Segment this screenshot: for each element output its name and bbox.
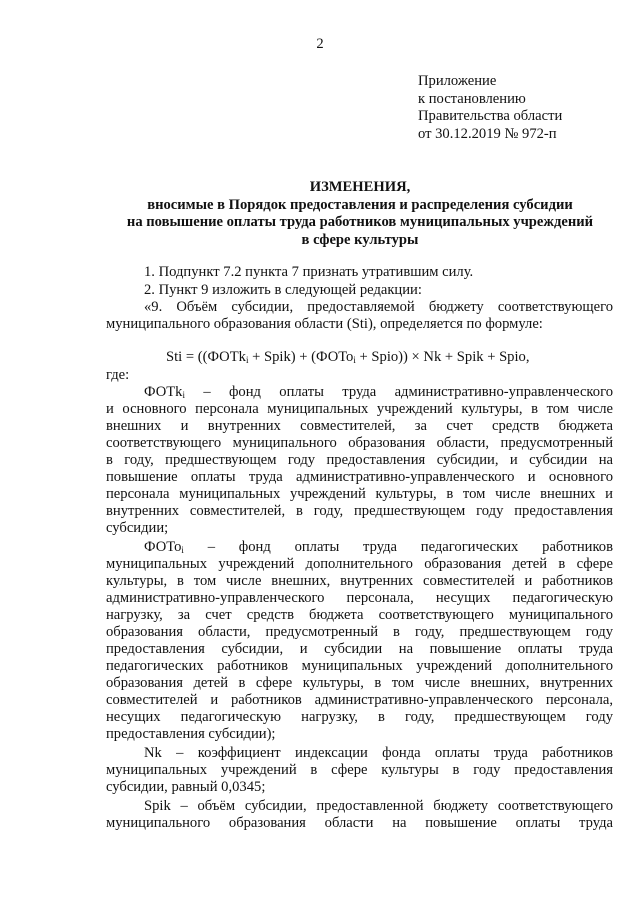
paragraph-line: внешних и внутренних совместителей, за счет средств бюджета xyxy=(106,418,613,434)
paragraph-line xyxy=(106,384,613,401)
paragraph-line: административно-управленческого персонала, несущих педагогическую xyxy=(106,590,613,606)
term-fotk: ФОТk xyxy=(144,384,183,400)
paragraph-line: соответствующего муниципального образования области, предусмотренный xyxy=(106,435,613,451)
paragraph-line: персонала муниципальных учреждений культуры, в том числе внешних и xyxy=(106,486,613,502)
paragraph-line: 1. Подпункт 7.2 пункта 7 признать утратившим силу. xyxy=(144,264,474,280)
paragraph-line: образования области, предусмотренный в году, предшествующем году xyxy=(106,624,613,640)
paragraph-line: муниципальных учреждений в сфере культуры в году предоставления xyxy=(106,762,613,778)
formula-part: + Spik) + (ФОТо xyxy=(248,349,354,365)
paragraph-line: Nk – коэффициент индексации фонда оплаты труда работников xyxy=(144,745,613,761)
appendix-line: к постановлению xyxy=(418,90,526,107)
paragraph-line: предоставления субсидии, и субсидии на повышение оплаты труда xyxy=(106,641,613,657)
paragraph-line: в году, предшествующем году предоставления субсидии, и субсидии на xyxy=(106,452,613,468)
title-line: вносимые в Порядок предоставления и распределения субсидии xyxy=(147,196,573,213)
term-foto: ФОТо xyxy=(144,539,182,555)
paragraph-line: образования детей в сфере культуры, в том числе внешних, внутренних xyxy=(106,675,613,691)
paragraph-line: внутренних совместителей, в году, предшествующем году предоставления xyxy=(106,503,613,519)
formula-part: + Spio)) × Nk + Spik + Spio, xyxy=(355,349,530,365)
paragraph-line: и основного персонала муниципальных учреждений культуры, в том числе xyxy=(106,401,613,417)
term-definition: – фонд оплаты труда административно-управленческого xyxy=(184,384,613,400)
formula-subscript: i xyxy=(353,355,356,365)
document-title xyxy=(100,179,620,249)
paragraph-line: предоставления субсидии); xyxy=(106,726,276,742)
paragraph-line: культуры, в том числе внешних, внутренних совместителей и работников xyxy=(106,573,613,589)
formula-subscript: i xyxy=(245,355,249,365)
term-subscript: i xyxy=(181,545,184,555)
paragraph-line: повышение оплаты труда административно-управленческого и основного xyxy=(106,469,613,485)
paragraph-line: «9. Объём субсидии, предоставляемой бюджету соответствующего xyxy=(144,299,613,315)
paragraph-line: субсидии; xyxy=(106,520,169,536)
paragraph-line: субсидии, равный 0,0345; xyxy=(106,779,266,795)
paragraph-line: нагрузку, за счет средств бюджета соответствующего муниципального xyxy=(106,607,613,623)
subsidy-formula xyxy=(166,349,529,366)
formula-part: Sti = ((ФОТk xyxy=(166,349,246,365)
appendix-line: Правительства области xyxy=(418,108,563,124)
appendix-reference xyxy=(418,73,562,143)
paragraph-line: где: xyxy=(106,367,130,383)
page-number: 2 xyxy=(316,36,324,52)
term-subscript: i xyxy=(182,390,185,400)
paragraph-line: Spik – объём субсидии, предоставленной бюджету соответствующего xyxy=(144,798,613,814)
title-line: в сфере культуры xyxy=(301,231,419,248)
appendix-line: Приложение xyxy=(418,73,497,89)
paragraph-line: совместителей и работников административно-управленческого персонала, xyxy=(106,692,613,708)
paragraph-line: несущих педагогическую нагрузку, в году, предшествующем году xyxy=(106,709,613,725)
paragraph-line: 2. Пункт 9 изложить в следующей редакции: xyxy=(144,282,422,298)
paragraph-line xyxy=(106,539,613,556)
term-definition: – фонд оплаты труда педагогических работников xyxy=(183,539,613,555)
title-line: ИЗМЕНЕНИЯ, xyxy=(309,179,411,195)
paragraph-line: педагогических работников муниципальных учреждений дополнительного xyxy=(106,658,613,674)
title-line: на повышение оплаты труда работников муниципальных учреждений xyxy=(126,214,594,230)
paragraph-line: муниципального образования области на повышение оплаты труда xyxy=(106,815,613,831)
paragraph-line: муниципальных учреждений дополнительного образования детей в сфере xyxy=(106,556,613,572)
paragraph-line: муниципального образования области (Sti), определяется по формуле: xyxy=(106,316,543,332)
appendix-line: от 30.12.2019 № 972-п xyxy=(418,125,557,142)
